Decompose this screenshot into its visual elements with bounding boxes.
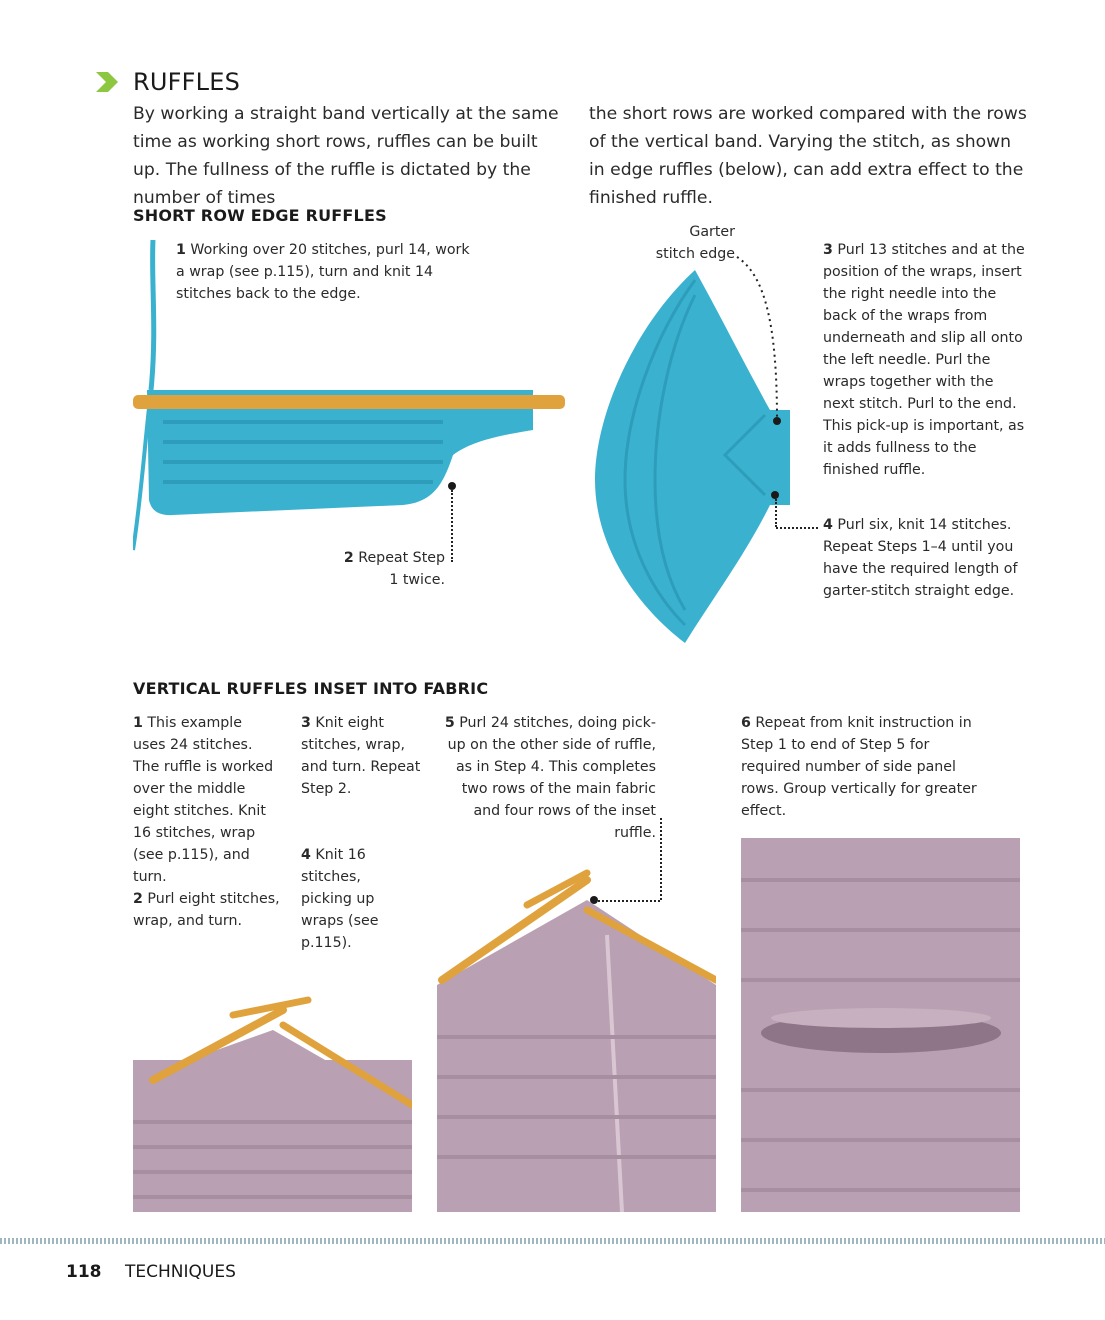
callout-dot <box>448 482 456 490</box>
step-text: Working over 20 stitches, purl 14, work a wrap (see p.115), turn and knit 14 stitches back to the edge. <box>176 242 470 302</box>
callout-line <box>776 527 818 529</box>
footer-section-name: TECHNIQUES <box>125 1262 236 1282</box>
step-number: 3 <box>823 242 833 258</box>
short-row-heading: SHORT ROW EDGE RUFFLES <box>133 206 387 225</box>
vertical-step-1 <box>133 712 278 888</box>
step-number: 3 <box>301 715 311 731</box>
short-row-step-3 <box>823 239 1028 481</box>
garter-label-line-1: Garter <box>689 224 735 240</box>
step-text: This example uses 24 stitches. The ruffle is worked over the middle eight stitches. Knit 16 stitches, wrap (see p.115), and turn. <box>133 715 274 885</box>
vertical-step-6 <box>741 712 986 822</box>
step-number: 4 <box>823 517 833 533</box>
lilac-photo-3 <box>741 838 1020 1212</box>
step-text: Repeat Step 1 twice. <box>358 550 445 588</box>
step-text: Purl 24 stitches, doing pick-up on the other side of ruffle, as in Step 4. This completes two rows of the main fabric and four rows of the inset ruffle. <box>447 715 656 841</box>
callout-dot <box>773 417 781 425</box>
vertical-ruffles-heading: VERTICAL RUFFLES INSET INTO FABRIC <box>133 679 489 698</box>
step-text: Repeat from knit instruction in Step 1 to end of Step 5 for required number of side panel rows. Group vertically for greater effect. <box>741 715 977 819</box>
step-number: 5 <box>444 715 455 731</box>
step-text: Purl six, knit 14 stitches. Repeat Steps 1–4 until you have the required length of garter-stitch straight edge. <box>823 517 1018 599</box>
section-arrow-icon <box>96 72 122 92</box>
step-text: Knit eight stitches, wrap, and turn. Repeat Step 2. <box>301 715 421 797</box>
page-number: 118 <box>66 1262 102 1282</box>
step-number: 4 <box>301 847 311 863</box>
intro-column-1: By working a straight band vertically at the same time as working short rows, ruffles can be built up. The fullness of the ruffle is dictated by the number of times <box>133 104 559 208</box>
garter-label-line-2: stitch edge <box>655 246 735 262</box>
lilac-photo-2 <box>437 865 716 1212</box>
short-row-swatch-photo <box>133 240 573 560</box>
step-number: 1 <box>176 242 186 258</box>
lilac-photo-1 <box>133 970 412 1212</box>
step-number: 2 <box>133 891 143 907</box>
step-number: 1 <box>133 715 143 731</box>
step-text: Purl eight stitches, wrap, and turn. <box>133 891 280 929</box>
step-number: 6 <box>741 715 751 731</box>
section-title: RUFFLES <box>133 68 241 96</box>
vertical-step-3 <box>301 712 421 800</box>
intro-column-2: the short rows are worked compared with the rows of the vertical band. Varying the stitch, as shown in edge ruffles (below), can add extra effect to the finished ruffle. <box>589 104 1027 208</box>
footer-rule <box>0 1238 1105 1244</box>
short-row-step-4 <box>823 514 1018 602</box>
vertical-step-5 <box>435 712 656 844</box>
short-row-step-2 <box>340 547 445 591</box>
step-text: Knit 16 stitches, picking up wraps (see p.115). <box>301 847 379 951</box>
vertical-step-4 <box>301 844 416 954</box>
garter-label <box>640 221 735 265</box>
callout-dot <box>771 491 779 499</box>
step-number: 2 <box>343 550 354 566</box>
garter-callout-line <box>735 255 795 425</box>
callout-line <box>775 499 777 527</box>
step-text: Purl 13 stitches and at the position of the wraps, insert the right needle into the back of the wraps from underneath and slip all onto the left needle. Purl the wraps together with the next stitch. Purl to the end. This pick-up is important, as it adds fullness to the finished ruffle. <box>823 242 1025 478</box>
callout-line <box>451 490 453 562</box>
vertical-step-2 <box>133 888 283 932</box>
